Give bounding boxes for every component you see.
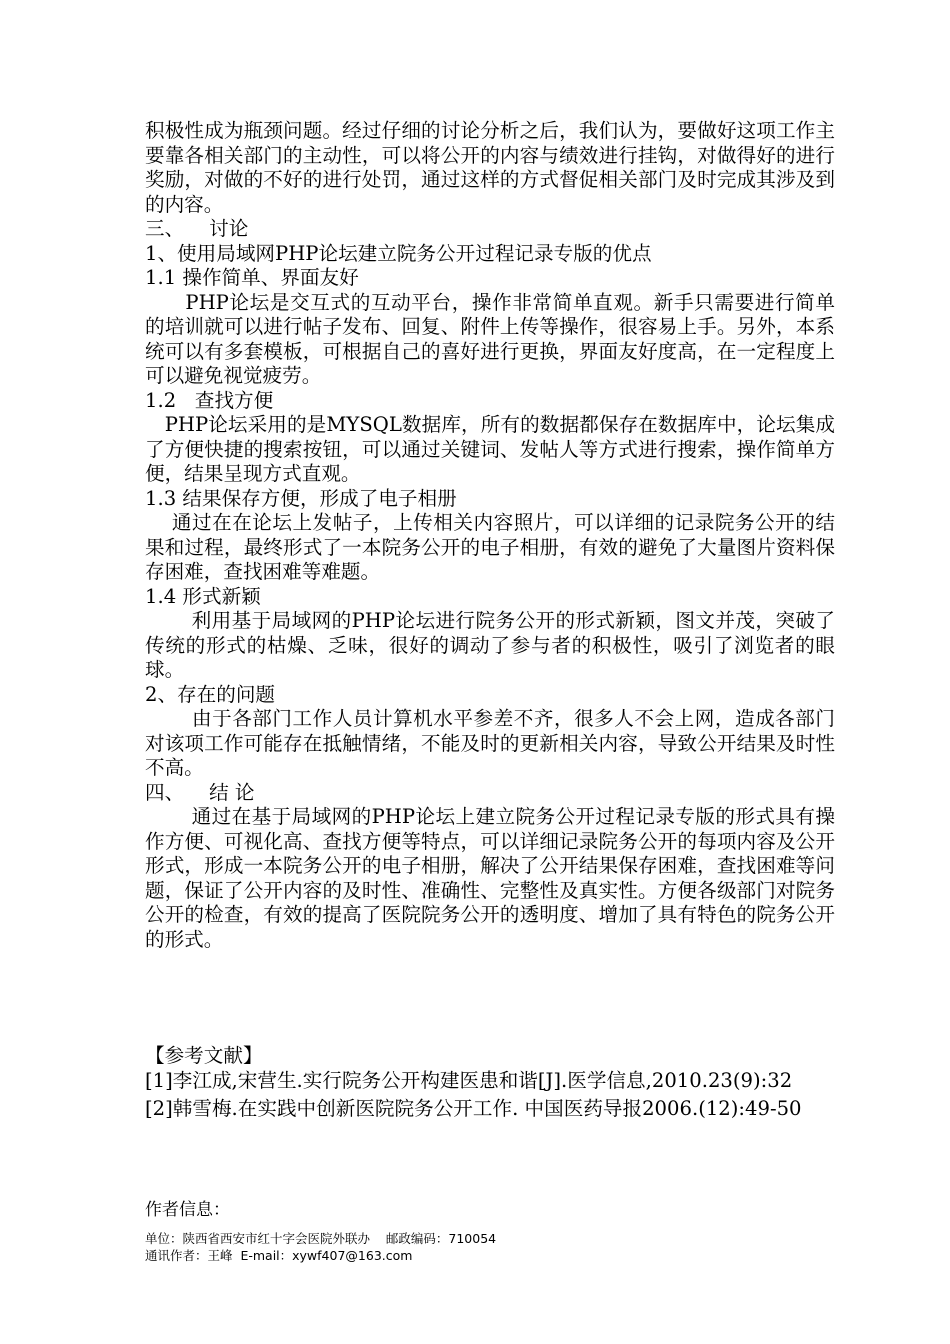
references-section bbox=[145, 1044, 835, 1122]
heading-conclusion: 四、 结 论 bbox=[145, 780, 255, 804]
paragraph-1-3: 通过在在论坛上发帖子，上传相关内容照片，可以详细的记录院务公开的结果和过程，最终形式了一本院务公开的电子相册，有效的避免了大量图片资料保存困难，查找困难等难题。 bbox=[145, 511, 835, 583]
heading-discussion: 三、 讨论 bbox=[145, 217, 249, 240]
heading-problems: 2、存在的问题 bbox=[145, 682, 276, 706]
body-text bbox=[145, 119, 835, 952]
heading-1-4: 1.4 形式新颖 bbox=[145, 584, 261, 608]
reference-item-2: [2]韩雪梅.在实践中创新医院院务公开工作. 中国医药导报2006.(12):49-50 bbox=[145, 1097, 802, 1120]
paragraph-conclusion: 通过在基于局域网的PHP论坛上建立院务公开过程记录专版的形式具有操作方便、可视化高、查找方便等特点，可以详细记录院务公开的每项内容及公开形式，形成一本院务公开的电子相册，解决了公开结果保存困难，查找困难等问题，保证了公开内容的及时性、准确性、完整性及真实性。方便各级部门对院务公开的检查，有效的提高了医院院务公开的透明度、增加了具有特色的院务公开的形式。 bbox=[145, 805, 835, 951]
heading-1-1: 1.1 操作简单、界面友好 bbox=[145, 266, 359, 289]
references-heading: 【参考文献】 bbox=[145, 1044, 263, 1067]
paragraph-1-1: PHP论坛是交互式的互动平台，操作非常简单直观。新手只需要进行简单的培训就可以进行帖子发布、回复、附件上传等操作，很容易上手。另外，本系统可以有多套模板，可根据自己的喜好进行更换，界面友好度高，在一定程度上可以避免视觉疲劳。 bbox=[145, 290, 835, 387]
author-info-heading: 作者信息： bbox=[145, 1200, 230, 1220]
author-contact: 通讯作者：王峰 E-mail：xywf407@163.com bbox=[145, 1248, 413, 1263]
reference-item-1: [1]李江成,宋营生.实行院务公开构建医患和谐[J].医学信息,2010.23(9):32 bbox=[145, 1068, 793, 1092]
paragraph-1-2: PHP论坛采用的是MYSQL数据库，所有的数据都保存在数据库中，论坛集成了方便快捷的搜索按钮，可以通过关键词、发帖人等方式进行搜索，操作简单方便，结果呈现方式直观。 bbox=[145, 413, 835, 485]
author-unit: 单位：陕西省西安市红十字会医院外联办 邮政编码：710054 bbox=[145, 1231, 497, 1246]
heading-1-2: 1.2 查找方便 bbox=[145, 388, 274, 412]
paragraph-1-4: 利用基于局域网的PHP论坛进行院务公开的形式新颖，图文并茂，突破了传统的形式的枯燥、乏味，很好的调动了参与者的积极性，吸引了浏览者的眼球。 bbox=[145, 609, 835, 681]
heading-advantages: 1、使用局域网PHP论坛建立院务公开过程记录专版的优点 bbox=[145, 241, 652, 265]
paragraph-problems: 由于各部门工作人员计算机水平参差不齐，很多人不会上网，造成各部门对该项工作可能存在抵触情绪，不能及时的更新相关内容，导致公开结果及时性不高。 bbox=[145, 707, 835, 779]
author-details bbox=[145, 1230, 496, 1264]
heading-1-3: 1.3 结果保存方便，形成了电子相册 bbox=[145, 486, 457, 510]
paragraph-intro: 积极性成为瓶颈问题。经过仔细的讨论分析之后，我们认为，要做好这项工作主要靠各相关部门的主动性，可以将公开的内容与绩效进行挂钩，对做得好的进行奖励，对做的不好的进行处罚，通过这样的方式督促相关部门及时完成其涉及到的内容。 bbox=[145, 119, 835, 216]
